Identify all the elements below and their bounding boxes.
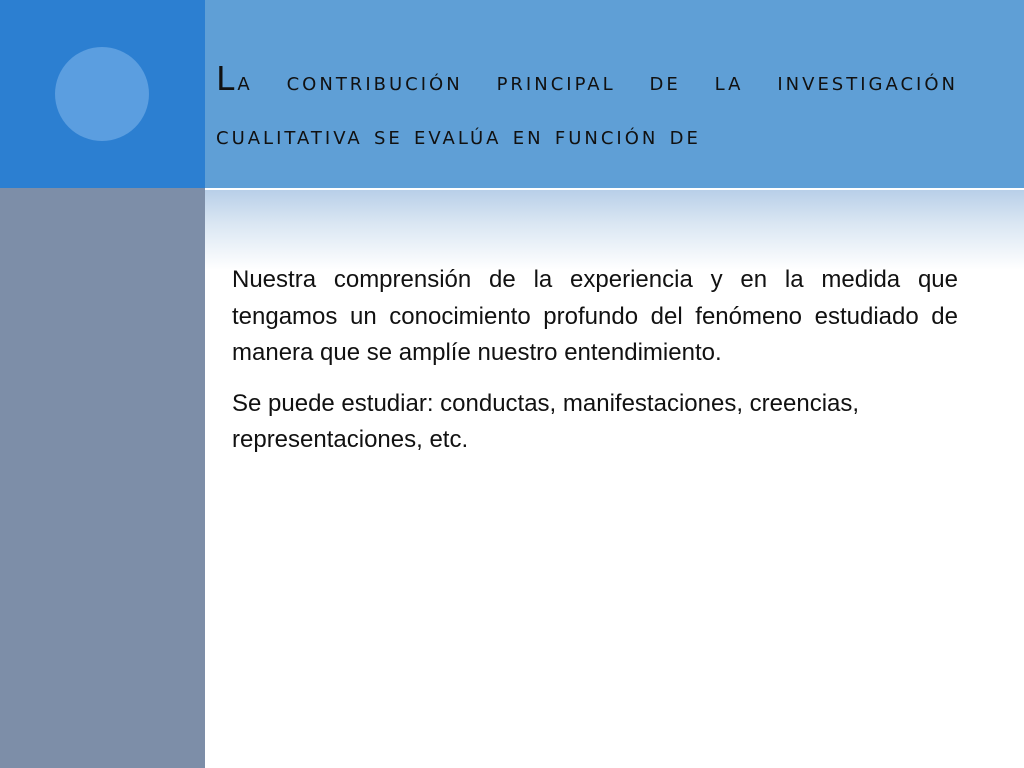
body-paragraph: Nuestra comprensión de la experiencia y en la medida que tengamos un conocimiento profundo del fenómeno estudiado de manera que se amplíe nuestro entendimiento. [232,266,958,366]
left-sidebar-block [0,188,205,768]
body-paragraph: Se puede estudiar: conductas, manifestaciones, creencias, representaciones, etc. [232,389,860,453]
slide-title-first-letter: L [216,59,238,98]
decorative-circle [55,47,149,141]
title-band-gradient [205,188,1024,270]
slide-title-rest: a contribución principal de la investigación cualitativa se evalúa en función de [216,67,958,151]
title-band-divider [205,188,1024,190]
slide-body [232,262,958,459]
slide-title [216,52,958,163]
